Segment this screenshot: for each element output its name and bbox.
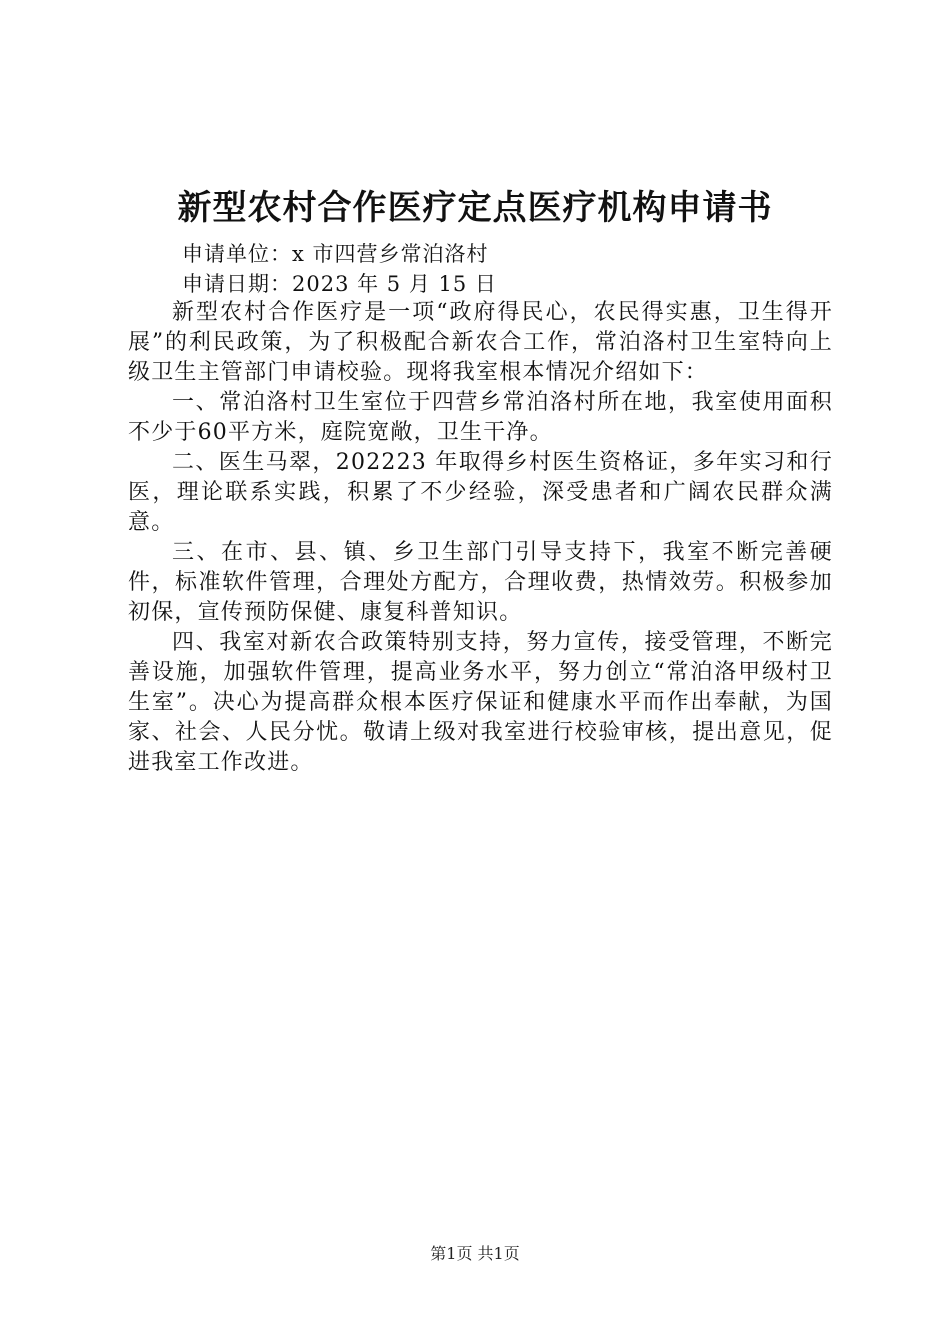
paragraph-item-2: 二、医生马翠，202223 年取得乡村医生资格证，多年实习和行医，理论联系实践，积累了不少经验，深受患者和广阔农民群众满意。 — [128, 450, 833, 535]
applicant-unit: 申请单位：x 市四营乡常泊洛村 — [182, 242, 489, 266]
document-title: 新型农村合作医疗定点医疗机构申请书 — [177, 188, 773, 228]
document-body — [128, 298, 833, 778]
page-footer: 第1页 共1页 — [430, 1244, 520, 1263]
paragraph-intro: 新型农村合作医疗是一项“政府得民心，农民得实惠，卫生得开展”的利民政策，为了积极配合新农合工作，常泊洛村卫生室特向上级卫生主管部门申请校验。现将我室根本情况介绍如下： — [128, 300, 833, 385]
apply-date: 申请日期：2023 年 5 月 15 日 — [182, 272, 497, 296]
paragraph-item-3: 三、在市、县、镇、乡卫生部门引导支持下，我室不断完善硬件，标准软件管理，合理处方配方，合理收费，热情效劳。积极参加初保，宣传预防保健、康复科普知识。 — [128, 540, 833, 625]
paragraph-item-1: 一、常泊洛村卫生室位于四营乡常泊洛村所在地，我室使用面积不少于60平方米，庭院宽敞，卫生干净。 — [128, 390, 833, 445]
paragraph-item-4: 四、我室对新农合政策特别支持，努力宣传，接受管理，不断完善设施，加强软件管理，提高业务水平，努力创立“常泊洛甲级村卫生室”。决心为提高群众根本医疗保证和健康水平而作出奉献，为国家、社会、人民分忧。敬请上级对我室进行校验审核，提出意见，促进我室工作改进。 — [128, 630, 833, 775]
